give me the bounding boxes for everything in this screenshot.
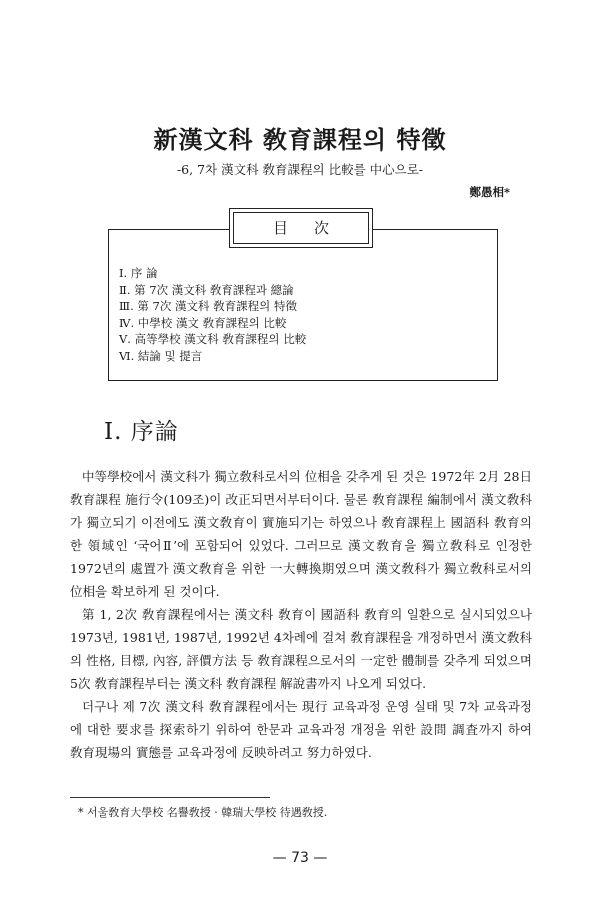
author: 鄭愚相*	[469, 185, 510, 199]
toc-heading-label: 目次	[272, 219, 355, 237]
paragraph: 더구나 제 7次 漢文科 敎育課程에서는 現行 교육과정 운영 실태 및 7차 교육과정에 대한 要求를 探索하기 위하여 한문과 교육과정 개정을 위한 設問 調査까지 하여 敎育現場의 實態를 교육과정에 反映하려고 努力하였다.	[70, 699, 532, 760]
body-text	[70, 465, 532, 764]
toc-item: Ⅴ. 高等學校 漢文科 敎育課程의 比較	[119, 332, 307, 346]
paragraph: 中等學校에서 漢文科가 獨立敎科로서의 位相을 갖추게 된 것은 1972年 2月 28日 敎育課程 施行令(109조)이 改正되면서부터이다. 물론 敎育課程 編制에서 漢文敎科가 獨立되기 이전에도 漢文敎育이 實施되기는 하였으나 敎育課程上 國語科 敎育의 한 領域인 ‘국어Ⅱ’에 포함되어 있었다. 그러므로 漢文敎育을 獨立敎科로 인정한 1972년의 處置가 漢文敎育을 위한 一大轉換期였으며 漢文敎科가 獨立敎科로서의 位相을 확보하게 된 것이다.	[70, 469, 532, 599]
toc-heading	[229, 208, 373, 248]
section-heading: Ⅰ. 序論	[104, 419, 179, 445]
footnote: * 서울敎育大學校 名譽敎授 · 韓瑞大學校 待遇敎授.	[78, 806, 328, 819]
paper-subtitle: -6, 7차 漢文科 敎育課程의 比較를 中心으로-	[176, 162, 424, 177]
toc-item: Ⅲ. 第 7次 漢文科 敎育課程의 特徵	[119, 299, 297, 313]
footnote-divider	[70, 797, 270, 798]
paper-title: 新漢文科 敎育課程의 特徵	[153, 125, 447, 154]
toc-list	[119, 265, 306, 364]
toc-item: Ⅵ. 結論 및 提言	[119, 348, 203, 363]
page-number: — 73 —	[272, 850, 328, 866]
toc-item: Ⅱ. 第 7次 漢文科 敎育課程과 總論	[119, 282, 294, 297]
toc-item: Ⅳ. 中學校 漢文 敎育課程의 比較	[119, 315, 287, 330]
toc-item: Ⅰ. 序 論	[119, 266, 158, 280]
paragraph: 第 1, 2次 敎育課程에서는 漢文科 敎育이 國語科 敎育의 일환으로 실시되었으나 1973년, 1981년, 1987년, 1992년 4차례에 걸쳐 敎育課程을 개정하면서 漢文敎科의 性格, 目標, 內容, 評價方法 등 敎育課程으로서의 一定한 體制를 갖추게 되었으며 5次 敎育課程부터는 漢文科 敎育課程 解說書까지 나오게 되었다.	[70, 607, 532, 691]
